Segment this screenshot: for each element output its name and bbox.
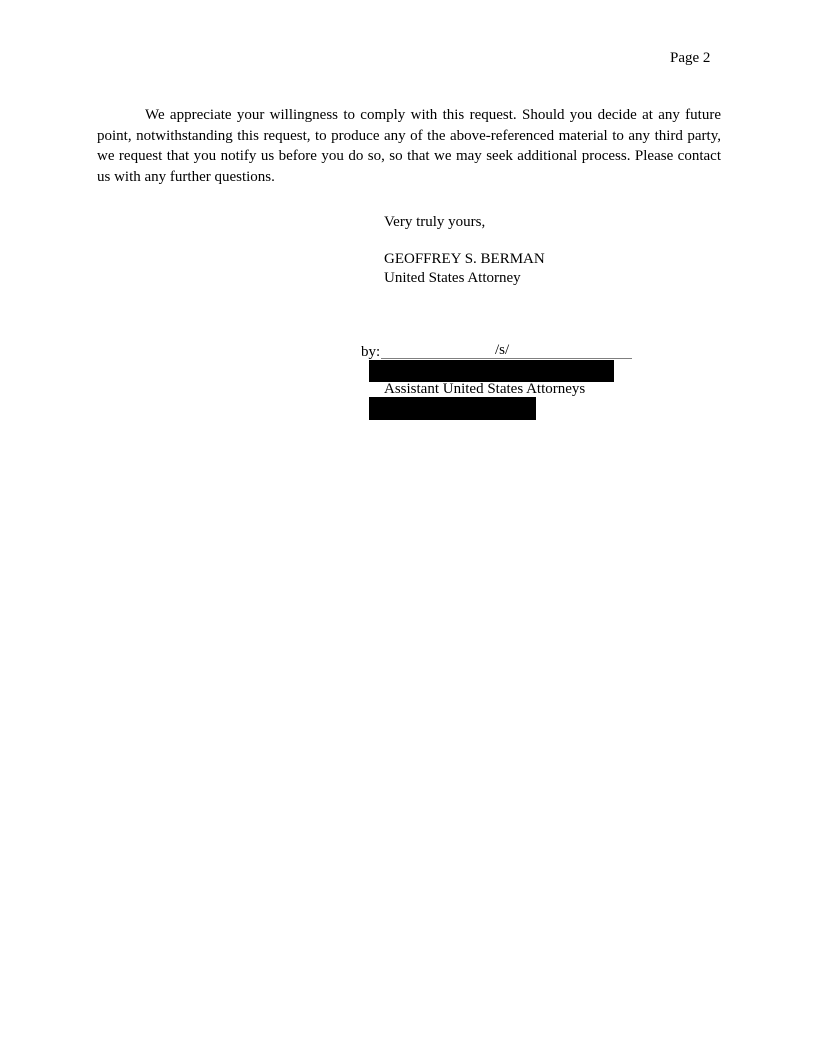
signer-title: United States Attorney [384, 270, 521, 286]
assistant-attorneys-title: Assistant United States Attorneys [384, 381, 586, 397]
closing-salutation: Very truly yours, [384, 214, 486, 230]
redaction-bar-contact [369, 397, 536, 420]
page-number: Page 2 [670, 50, 711, 66]
signer-name: GEOFFREY S. BERMAN [384, 251, 545, 267]
body-paragraph: We appreciate your willingness to comply with this request. Should you decide at any future point, notwithstanding this request, to produce any of the above-referenced material to any third party, we request that you notify us before you do so, so that we may seek additional process. Please contact us with any further questions. [97, 107, 721, 185]
by-label: by: [361, 344, 381, 360]
signature-mark: /s/ [495, 342, 510, 358]
redaction-bar-names [369, 360, 614, 382]
